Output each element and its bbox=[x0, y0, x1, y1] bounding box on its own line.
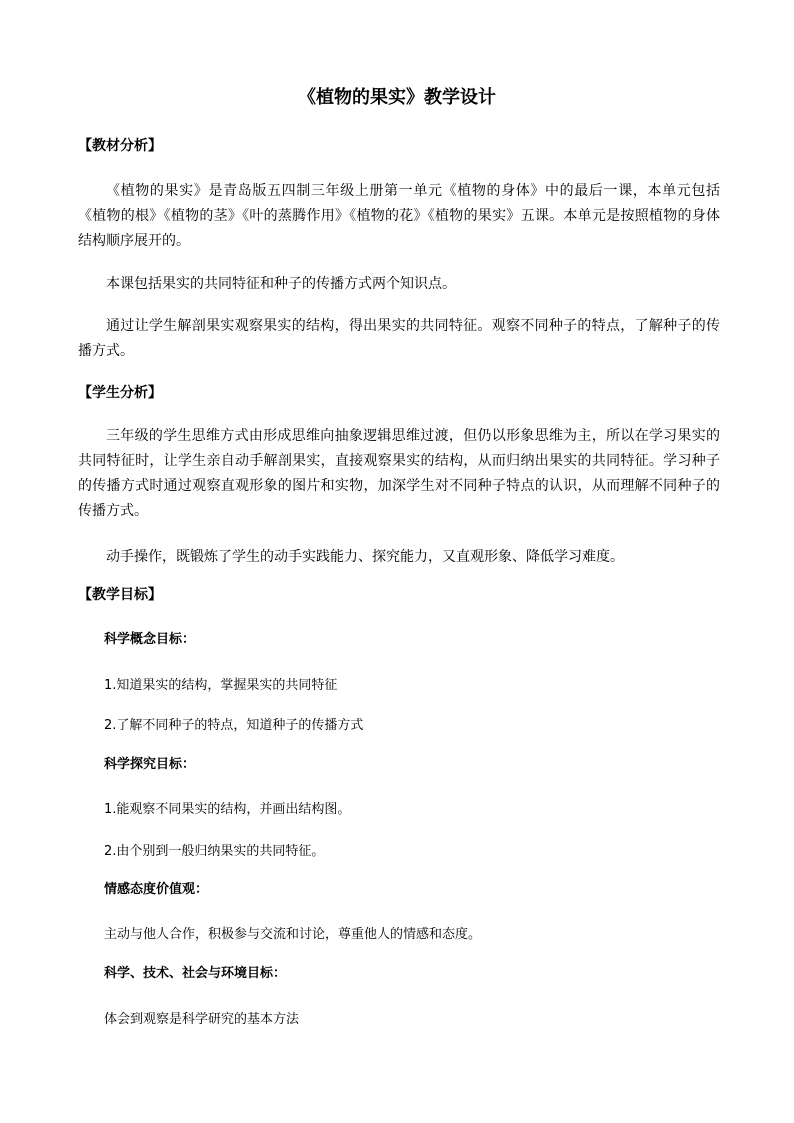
paragraph-student-1: 三年级的学生思维方式由形成思维向抽象逻辑思维过渡，但仍以形象思维为主，所以在学习果实的共同特征时，让学生亲自动手解剖果实，直接观察果实的结构，从而归纳出果实的共同特征。学习种子的传播方式时通过观察直观形象的图片和实物，加深学生对不同种子特点的认识，从而理解不同种子的传播方式。 bbox=[78, 428, 720, 519]
concept-goal-item-2: 2.了解不同种子的特点，知道种子的传播方式 bbox=[104, 718, 364, 733]
sts-goal-text: 体会到观察是科学研究的基本方法 bbox=[104, 1012, 300, 1027]
section-heading-goals: 【教学目标】 bbox=[78, 587, 162, 603]
inquiry-goals-heading: 科学探究目标： bbox=[104, 757, 196, 772]
paragraph-material-1: 《植物的果实》是青岛版五四制三年级上册第一单元《植物的身体》中的最后一课，本单元包括《植物的根》《植物的茎》《叶的蒸腾作用》《植物的花》《植物的果实》五课。本单元是按照植物的身体结构顺序展开的。 bbox=[78, 183, 720, 249]
section-heading-material: 【教材分析】 bbox=[78, 138, 162, 154]
sts-goals-heading: 科学、技术、社会与环境目标： bbox=[104, 966, 287, 981]
paragraph-student-2: 动手操作，既锻炼了学生的动手实践能力、探究能力，又直观形象、降低学习难度。 bbox=[106, 549, 624, 565]
concept-goal-item-1: 1.知道果实的结构，掌握果实的共同特征 bbox=[104, 678, 338, 693]
section-heading-student: 【学生分析】 bbox=[78, 385, 162, 401]
attitude-goals-heading: 情感态度价值观： bbox=[104, 882, 209, 897]
paragraph-material-2: 本课包括果实的共同特征和种子的传播方式两个知识点。 bbox=[106, 276, 456, 292]
inquiry-goal-item-2: 2.由个别到一般归纳果实的共同特征。 bbox=[104, 844, 325, 859]
concept-goals-heading: 科学概念目标： bbox=[104, 632, 196, 647]
inquiry-goal-item-1: 1.能观察不同果实的结构，并画出结构图。 bbox=[104, 802, 351, 817]
attitude-goal-text: 主动与他人合作，积极参与交流和讨论，尊重他人的情感和态度。 bbox=[104, 927, 482, 942]
paragraph-material-3: 通过让学生解剖果实观察果实的结构，得出果实的共同特征。观察不同种子的特点，了解种子的传播方式。 bbox=[78, 318, 720, 359]
document-title: 《植物的果实》教学设计 bbox=[298, 87, 496, 108]
